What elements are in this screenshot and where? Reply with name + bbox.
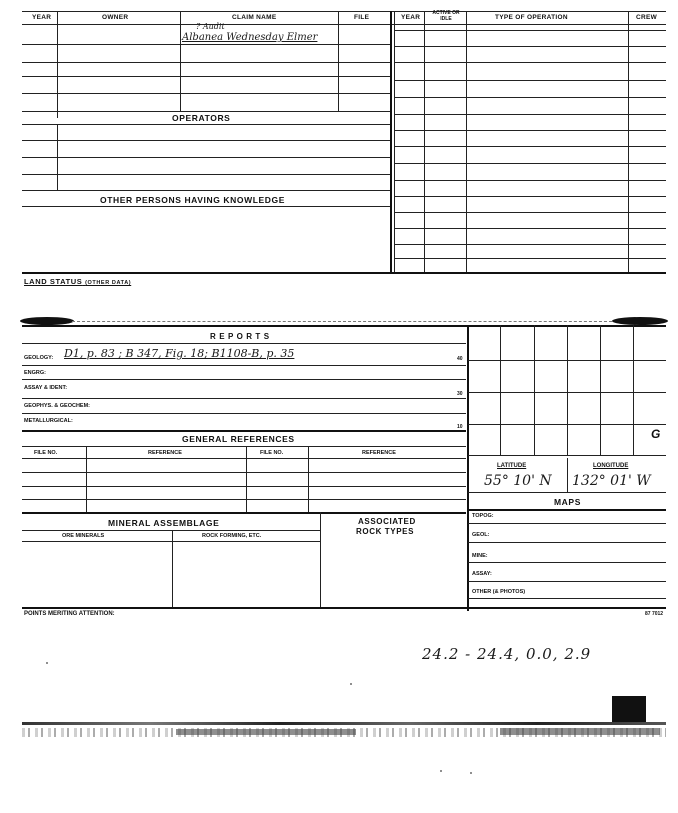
- mineral-assemblage-title: MINERAL ASSEMBLAGE: [108, 518, 220, 528]
- form-number: 87 7012: [645, 611, 664, 617]
- longitude-value: 132° 01' W: [572, 473, 651, 489]
- latitude-value: 55° 10' N: [484, 473, 552, 489]
- scan-smudge-right: [612, 317, 668, 325]
- maps-title: MAPS: [554, 497, 581, 507]
- header-type-of-operation: TYPE OF OPERATION: [495, 14, 568, 21]
- associated-rock-types-1: ASSOCIATED: [358, 517, 416, 526]
- general-references-title: GENERAL REFERENCES: [182, 434, 295, 444]
- scan-smudge-left: [20, 317, 74, 325]
- land-status-label: LAND STATUS: [24, 277, 83, 286]
- reports-title: R E P O R T S: [210, 332, 270, 341]
- land-status-sub: (OTHER DATA): [85, 280, 132, 286]
- report-num-assay: 30: [457, 391, 463, 397]
- report-label-engrg: ENGRG:: [24, 370, 46, 376]
- map-mine: MINE:: [472, 553, 488, 559]
- header-active-or-idle: ACTIVE OR IDLE: [432, 10, 460, 22]
- report-label-geology: GEOLOGY:: [24, 355, 54, 361]
- report-num-metallurgical: 10: [457, 424, 463, 430]
- associated-rock-types-2: ROCK TYPES: [356, 527, 415, 536]
- grid-mark: G: [651, 427, 661, 441]
- land-status-title: [24, 277, 131, 286]
- classification-code: 24.2 - 24.4, 0.0, 2.9: [422, 645, 592, 663]
- map-geol: GEOL:: [472, 532, 490, 538]
- map-topog: TOPOG:: [472, 513, 494, 519]
- map-other-photos: OTHER (& PHOTOS): [472, 589, 526, 595]
- report-num-geology: 40: [457, 356, 463, 362]
- claim-name-note: ? Audit: [196, 22, 225, 31]
- other-persons-title: OTHER PERSONS HAVING KNOWLEDGE: [100, 195, 286, 205]
- header-year-right: YEAR: [401, 14, 421, 21]
- longitude-label: LONGITUDE: [593, 463, 629, 469]
- rock-forming-label: ROCK FORMING, ETC.: [202, 533, 262, 539]
- col-reference-2: REFERENCE: [362, 450, 396, 456]
- header-crew: CREW: [636, 14, 658, 21]
- header-year: YEAR: [32, 14, 52, 21]
- report-label-assay: ASSAY & IDENT:: [24, 385, 68, 391]
- col-reference: REFERENCE: [148, 450, 182, 456]
- report-value-geology: D1, p. 83 ; B 347, Fig. 18; B1108-B, p. 35: [64, 347, 295, 360]
- report-label-geophys: GEOPHYS. & GEOCHEM:: [24, 403, 91, 409]
- header-owner: OWNER: [102, 14, 129, 21]
- latitude-label: LATITUDE: [497, 463, 527, 469]
- report-label-metallurgical: METALLURGICAL:: [24, 418, 73, 424]
- header-file: FILE: [354, 14, 370, 21]
- col-file-no: FILE NO.: [34, 450, 58, 456]
- header-claim-name: CLAIM NAME: [232, 14, 277, 21]
- operators-title: OPERATORS: [172, 113, 231, 123]
- claim-name-value: Albanea Wednesday Elmer: [182, 32, 318, 43]
- map-assay: ASSAY:: [472, 571, 492, 577]
- col-file-no-2: FILE NO.: [260, 450, 284, 456]
- ore-minerals-label: ORE MINERALS: [62, 533, 105, 539]
- points-meriting-attention: POINTS MERITING ATTENTION:: [24, 611, 115, 617]
